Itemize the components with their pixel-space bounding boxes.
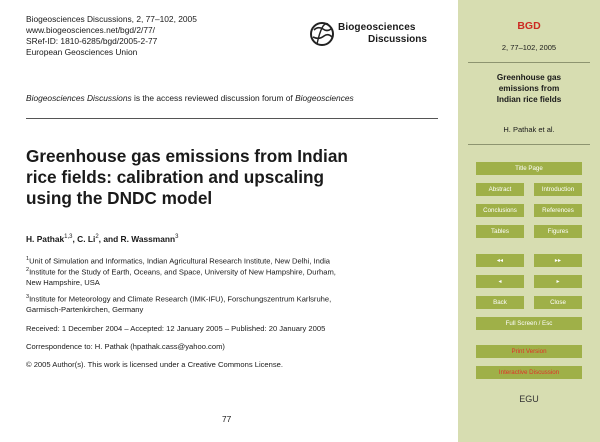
back-button[interactable]: Back (476, 296, 524, 309)
author-name: , and R. Wassmann (98, 234, 176, 244)
author-list (26, 234, 179, 244)
conclusions-button[interactable]: Conclusions (476, 204, 524, 217)
print-version-button[interactable]: Print Version (476, 345, 582, 358)
title-line-2: rice fields: calibration and upscaling (26, 167, 324, 187)
affiliation-number: 1 (26, 256, 30, 262)
previous-page-icon[interactable]: ◂ (476, 275, 524, 288)
egu-label: EGU (519, 394, 539, 404)
union-name: European Geosciences Union (26, 47, 138, 57)
affiliation-text: Garmisch-Partenkirchen, Germany (26, 304, 144, 314)
journal-line: Biogeosciences Discussions, 2, 77–102, 2005 (26, 14, 197, 24)
author-affil-sup: 3 (175, 234, 179, 241)
affiliation-number: 3 (26, 294, 30, 300)
correspondence[interactable]: Correspondence to: H. Pathak (hpathak.cass@yahoo.com) (26, 342, 225, 351)
affiliation-3 (26, 292, 446, 315)
author-affil-sup: 1,3 (64, 234, 73, 241)
close-button[interactable]: Close (534, 296, 582, 309)
sidebar-title-line: emissions from (498, 84, 560, 93)
logo-text-line1: Biogeosciences (338, 22, 416, 33)
affiliation-text: Unit of Simulation and Informatics, Indian Agricultural Research Institute, New Delhi, India (29, 256, 331, 266)
sidebar-divider (468, 144, 590, 145)
affiliation-text: Institute for Meteorology and Climate Research (IMK-IFU), Forschungszentrum Karlsruhe, (29, 294, 332, 304)
journal-url[interactable]: www.biogeosciences.net/bgd/2/77/ (26, 25, 155, 35)
author-name: , C. Li (72, 234, 96, 244)
journal-header (26, 14, 197, 58)
author-affil-sup: 2 (95, 234, 99, 241)
affiliation-text: Institute for the Study of Earth, Oceans, and Space, University of New Hampshire, Durham, (29, 267, 336, 277)
header-divider (26, 118, 438, 119)
first-page-icon[interactable]: ◂◂ (476, 254, 524, 267)
affiliation-number: 2 (26, 267, 30, 273)
introduction-button[interactable]: Introduction (534, 183, 582, 196)
copyright-notice: © 2005 Author(s). This work is licensed under a Creative Commons License. (26, 360, 284, 369)
interactive-discussion-button[interactable]: Interactive Discussion (476, 366, 582, 379)
fullscreen-button[interactable]: Full Screen / Esc (476, 317, 582, 330)
volume-ref: 2, 77–102, 2005 (501, 43, 557, 52)
forum-parent-journal: Biogeosciences (295, 93, 354, 103)
title-line-3: using the DNDC model (26, 188, 213, 208)
figures-button[interactable]: Figures (534, 225, 582, 238)
sref-id: SRef-ID: 1810-6285/bgd/2005-2-77 (26, 36, 158, 46)
logo-text-line2: Discussions (368, 34, 427, 45)
page-number: 77 (222, 414, 232, 424)
forum-middle-text: is the access reviewed discussion forum of (131, 93, 296, 103)
title-page-button[interactable]: Title Page (476, 162, 582, 175)
author-name: H. Pathak (26, 234, 65, 244)
sidebar-divider (468, 62, 590, 63)
navigation-sidebar (458, 0, 600, 442)
sidebar-authors: H. Pathak et al. (503, 125, 555, 134)
tables-button[interactable]: Tables (476, 225, 524, 238)
publication-dates: Received: 1 December 2004 – Accepted: 12 January 2005 – Published: 20 January 2005 (26, 324, 326, 333)
forum-statement (26, 93, 354, 103)
sidebar-title-line: Indian rice fields (496, 95, 562, 104)
affiliation-text: New Hampshire, USA (26, 277, 100, 287)
abstract-button[interactable]: Abstract (476, 183, 524, 196)
references-button[interactable]: References (534, 204, 582, 217)
journal-logo (308, 18, 438, 54)
forum-journal-name: Biogeosciences Discussions (26, 93, 132, 103)
journal-abbrev: BGD (517, 20, 541, 32)
paper-title (26, 146, 436, 209)
last-page-icon[interactable]: ▸▸ (534, 254, 582, 267)
sidebar-title-line: Greenhouse gas (496, 73, 562, 82)
affiliation-2 (26, 265, 446, 288)
next-page-icon[interactable]: ▸ (534, 275, 582, 288)
globe-icon (308, 18, 336, 48)
title-line-1: Greenhouse gas emissions from Indian (26, 146, 348, 166)
sidebar-title (458, 72, 600, 105)
